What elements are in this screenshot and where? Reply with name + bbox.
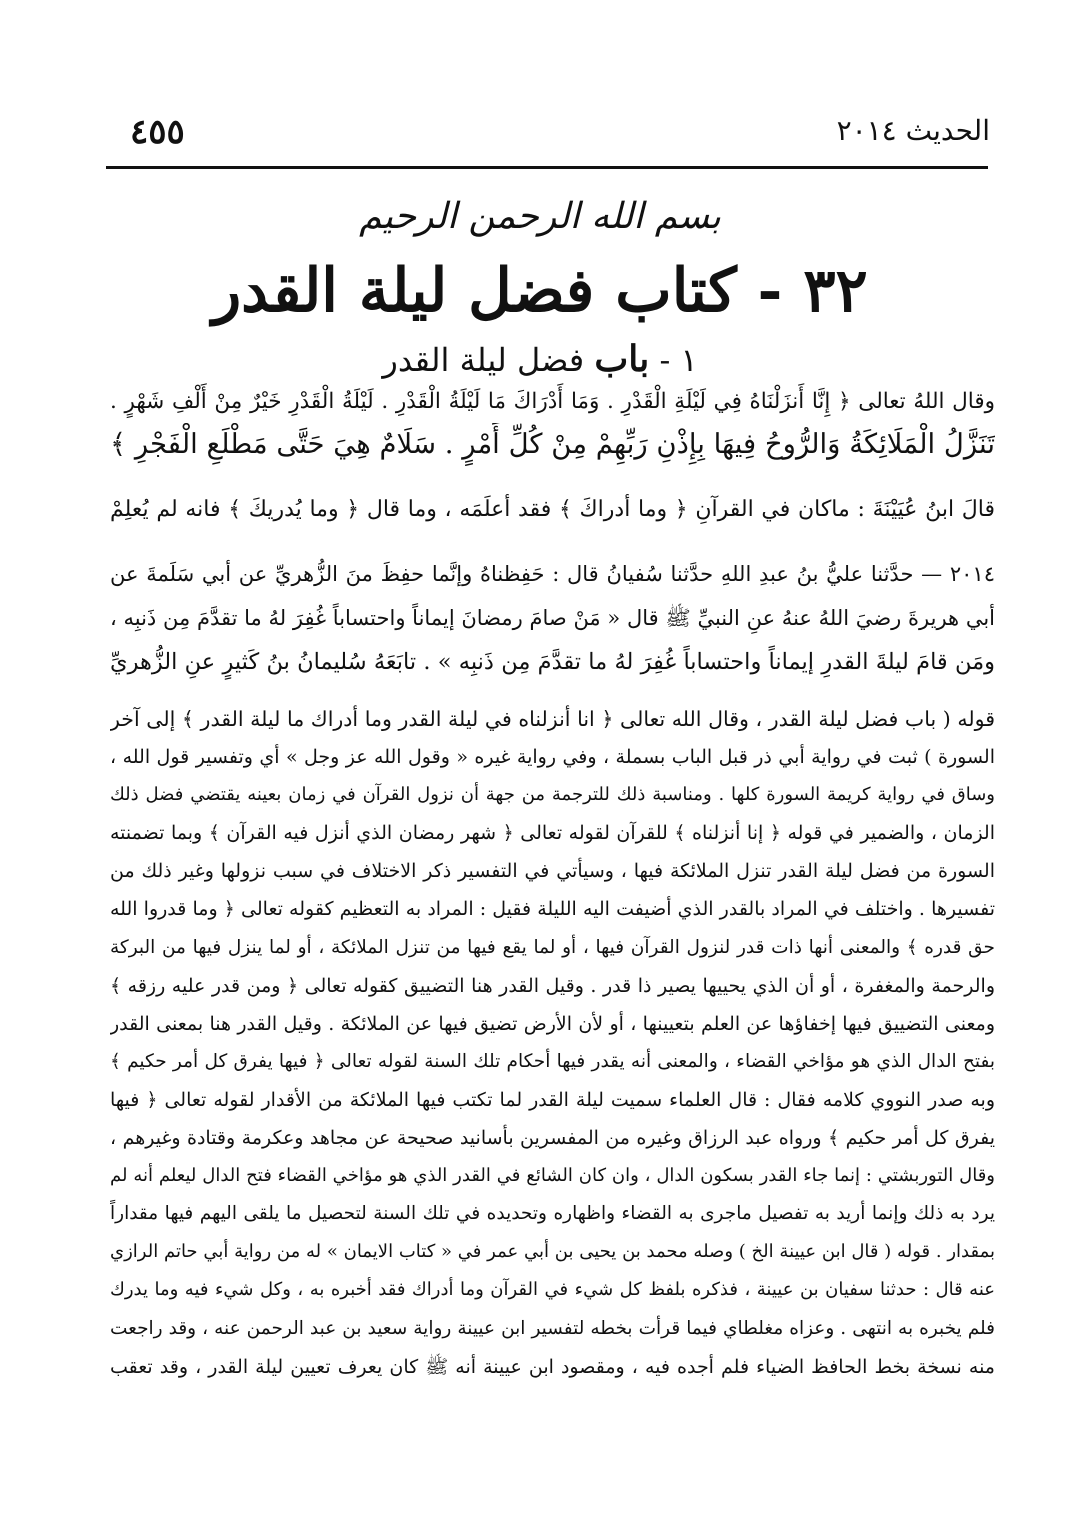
chapter-title: فضل ليلة القدر — [382, 341, 585, 379]
commentary-line: السورة ) ثبت في رواية أبي ذر قبل الباب بسملة ، وفي رواية غيره « وقول الله عز وجل » أي وتفسير قول الله ، — [110, 746, 995, 769]
commentary-line: حق قدره ﴾ والمعنى أنها ذات قدر لنزول القرآن فيها ، أو لما يقع فيها من تنزل الملائكة ، أو لما ينزل فيها من البركة — [110, 936, 995, 958]
hadith-block — [110, 552, 995, 684]
header-rule — [106, 166, 988, 169]
commentary-line: عنه قال : حدثنا سفيان بن عيينة ، فذكره بلفظ كل شيء في القرآن وما أدراك فقد أخبره به ، وكل شيء فيه وما يدرك — [110, 1279, 995, 1301]
ibn-uyayna-note — [110, 488, 995, 532]
commentary-line: بفتح الدال الذي هو مؤاخي القضاء ، والمعنى أنه يقدر فيها أحكام تلك السنة لقوله تعالى ﴿ فيها يفرق كل أمر حكيم ﴾ — [110, 1050, 995, 1072]
hadith-line: ٢٠١٤ — حدَّثنا عليُّ بنُ عبدِ اللهِ حدَّثنا سُفيانُ قال : حَفِظناهُ وإنَّما حفِظَ منَ الزُّهريِّ عن أبي سَلَمةَ عن — [110, 562, 995, 586]
commentary-line: ومعنى التضييق فيها إخفاؤها عن العلم بتعيينها ، أو لأن الأرض تضيق فيها عن الملائكة . وقيل القدر هنا بمعنى القدر — [110, 1012, 995, 1035]
commentary-line: السورة من فضل ليلة القدر تنزل الملائكة فيها ، وسيأتي في التفسير ذكر الاختلاف في سبب نزولها وغير ذلك من — [110, 860, 995, 883]
commentary-line: قوله ( باب فضل ليلة القدر ، وقال الله تعالى ﴿ انا أنزلناه في ليلة القدر وما أدراك ما ليلة القدر ﴾ إلى آخر — [110, 707, 995, 731]
commentary-line: وبه صدر النووي كلامه فقال : قال العلماء سميت ليلة القدر لما تكتب فيها الملائكة من الأقدار لقوله تعالى ﴿ فيها — [110, 1088, 995, 1111]
quran-block — [110, 380, 995, 466]
running-title: الحديث ٢٠١٤ — [836, 114, 990, 147]
quran-line: تَنَزَّلُ الْمَلَائِكَةُ وَالرُّوحُ فِيهَا بِإِذْنِ رَبِّهِمْ مِنْ كُلِّ أَمْرٍ . سَلَامٌ هِيَ حَتَّى مَطْلَعِ الْفَجْرِ ﴾ — [110, 428, 995, 460]
quran-line: وقال اللهُ تعالى ﴿ إِنَّا أَنزَلْنَاهُ فِي لَيْلَةِ الْقَدْرِ . وَمَا أَدْرَاكَ مَا لَيْلَةُ الْقَدْرِ . لَيْلَةُ الْقَدْرِ خَيْرٌ مِنْ أَلْفِ شَهْرٍ . — [110, 389, 995, 414]
commentary-line: تفسيرها . واختلف في المراد بالقدر الذي أضيفت اليه الليلة فقيل : المراد به التعظيم كقوله تعالى ﴿ وما قدروا الله — [110, 898, 995, 921]
hadith-line: ومَن قامَ ليلةَ القدرِ إيماناً واحتساباً غُفِرَ لهُ ما تقدَّمَ مِن ذَنبِه » . تابَعَهُ سُليمانُ بنُ كَثيرٍ عنِ الزُّهريِّ — [110, 649, 995, 675]
commentary-line: يفرق كل أمر حكيم ﴾ ورواه عبد الرزاق وغيره من المفسرين بأسانيد صحيحة عن مجاهد وعكرمة وقتادة وغيرهم ، — [110, 1127, 995, 1150]
basmala: بسم الله الرحمن الرحيم — [359, 196, 721, 237]
commentary-line: يرد به ذلك وإنما أريد به تفصيل ماجرى به القضاء واظهاره وتحديده في تلك السنة لتحصيل ما يلقى اليهم فيها مقداراً — [110, 1203, 995, 1225]
chapter-word: باب — [594, 338, 650, 380]
commentary-block — [110, 700, 995, 1386]
commentary-line: وساق في رواية كريمة السورة كلها . ومناسبة ذلك للترجمة من جهة أن نزول القرآن في زمان بعينه يقتضي فضل ذلك — [110, 784, 995, 806]
commentary-line: والرحمة والمغفرة ، أو أن الذي يحييها يصير ذا قدر . وقيل القدر هنا التضييق كقوله تعالى ﴿ ومن قدر عليه رزقه ﴾ — [110, 974, 995, 997]
running-header — [130, 112, 990, 162]
commentary-line: فلم يخبره به انتهى . وعزاه مغلطاي فيما قرأت بخطه لتفسير ابن عيينة رواية سعيد بن عبد الرحمن عنه ، وقد راجعت — [110, 1317, 995, 1339]
chapter-heading — [0, 338, 1080, 380]
book-title: ٣٢ - كتاب فضل ليلة القدر — [212, 256, 868, 326]
commentary-line: وقال التوربشتي : إنما جاء القدر بسكون الدال ، وان كان الشائع في القدر الذي هو مؤاخي القضاء فتح الدال ليعلم أنه لم — [110, 1165, 995, 1187]
note-line: قالَ ابنُ عُيَيْنَةَ : ماكان في القرآنِ ﴿ وما أدراكَ ﴾ فقد أعلَمَه ، وما قال ﴿ وما يُدريكَ ﴾ فانه لم يُعلِمْ — [110, 497, 995, 522]
commentary-line: بمقدار . قوله ( قال ابن عيينة الخ ) وصله محمد بن يحيى بن أبي عمر في « كتاب الايمان » له من رواية أبي حاتم الرازي — [110, 1241, 995, 1263]
hadith-line: أبي هريرةَ رضيَ اللهُ عنهُ عنِ النبيِّ ﷺ قال « مَنْ صامَ رمضانَ إيماناً واحتساباً غُفِرَ لهُ ما تقدَّمَ مِن ذَنبِه ، — [110, 606, 995, 630]
page-number: ٤٥٥ — [130, 112, 185, 152]
commentary-line: منه نسخة بخط الحافظ الضياء فلم أجده فيه ، ومقصود ابن عيينة أنه ﷺ كان يعرف تعيين ليلة القدر ، وقد تعقب — [110, 1355, 995, 1378]
commentary-line: الزمان ، والضمير في قوله ﴿ إنا أنزلناه ﴾ للقرآن لقوله تعالى ﴿ شهر رمضان الذي أنزل فيه القرآن ﴾ وبما تضمنته — [110, 822, 995, 845]
chapter-number: ١ - — [659, 341, 698, 379]
